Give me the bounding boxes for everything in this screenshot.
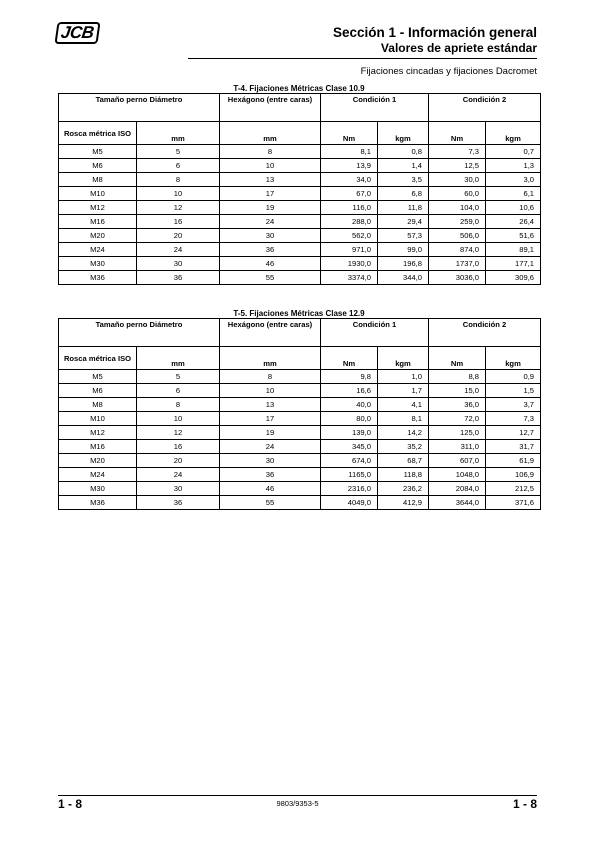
table-cell: 8,8 bbox=[429, 370, 486, 384]
table-cell: 30 bbox=[220, 229, 321, 243]
header-condition-1: Condición 1 bbox=[321, 319, 429, 347]
table-cell: 16,6 bbox=[321, 384, 378, 398]
table-cell: 5 bbox=[137, 145, 220, 159]
header-size: Tamaño perno Diámetro bbox=[59, 94, 220, 122]
table-row bbox=[59, 496, 541, 510]
header-condition-2: Condición 2 bbox=[429, 94, 541, 122]
table-cell: M24 bbox=[59, 243, 137, 257]
table-cell: 46 bbox=[220, 482, 321, 496]
header-mm: mm bbox=[220, 122, 321, 145]
header-nm: Nm bbox=[429, 347, 486, 370]
table-row bbox=[59, 454, 541, 468]
header-hex: Hexágono (entre caras) bbox=[220, 319, 321, 347]
table-cell: M12 bbox=[59, 426, 137, 440]
table-cell: 12,7 bbox=[486, 426, 541, 440]
table-row bbox=[59, 145, 541, 159]
table-cell: 562,0 bbox=[321, 229, 378, 243]
table-cell: 8 bbox=[220, 370, 321, 384]
header-mm: mm bbox=[220, 347, 321, 370]
table-cell: M36 bbox=[59, 496, 137, 510]
table-cell: 19 bbox=[220, 426, 321, 440]
table-cell: 506,0 bbox=[429, 229, 486, 243]
table-cell: 30 bbox=[137, 482, 220, 496]
table-cell: 13 bbox=[220, 173, 321, 187]
table-cell: 10 bbox=[220, 384, 321, 398]
table-cell: M5 bbox=[59, 145, 137, 159]
section-title: Sección 1 - Información general bbox=[332, 25, 537, 40]
header-kgm: kgm bbox=[378, 347, 429, 370]
table-cell: 16 bbox=[137, 440, 220, 454]
table-cell: 344,0 bbox=[378, 271, 429, 285]
table-cell: 4049,0 bbox=[321, 496, 378, 510]
table-cell: 1,7 bbox=[378, 384, 429, 398]
table-cell: 12 bbox=[137, 426, 220, 440]
table-cell: 31,7 bbox=[486, 440, 541, 454]
table-cell: 29,4 bbox=[378, 215, 429, 229]
table-cell: 2316,0 bbox=[321, 482, 378, 496]
table-row bbox=[59, 271, 541, 285]
table-cell: 51,6 bbox=[486, 229, 541, 243]
table-row bbox=[59, 398, 541, 412]
table-cell: 674,0 bbox=[321, 454, 378, 468]
table-cell: 35,2 bbox=[378, 440, 429, 454]
table-cell: 40,0 bbox=[321, 398, 378, 412]
table-cell: M6 bbox=[59, 159, 137, 173]
table-cell: 55 bbox=[220, 271, 321, 285]
table-cell: 16 bbox=[137, 215, 220, 229]
table-cell: 0,9 bbox=[486, 370, 541, 384]
table-cell: 61,9 bbox=[486, 454, 541, 468]
header-size: Tamaño perno Diámetro bbox=[59, 319, 220, 347]
table-cell: 106,9 bbox=[486, 468, 541, 482]
table-row bbox=[59, 384, 541, 398]
table-row bbox=[59, 440, 541, 454]
table-cell: 13,9 bbox=[321, 159, 378, 173]
table-cell: 12 bbox=[137, 201, 220, 215]
table-cell: 104,0 bbox=[429, 201, 486, 215]
table-cell: 36 bbox=[137, 496, 220, 510]
table-cell: M16 bbox=[59, 440, 137, 454]
table-cell: 4,1 bbox=[378, 398, 429, 412]
table-cell: 412,9 bbox=[378, 496, 429, 510]
table-cell: M20 bbox=[59, 454, 137, 468]
table-cell: 5 bbox=[137, 370, 220, 384]
table-cell: 46 bbox=[220, 257, 321, 271]
table-cell: 1930,0 bbox=[321, 257, 378, 271]
table-cell: 24 bbox=[137, 468, 220, 482]
table-cell: 212,5 bbox=[486, 482, 541, 496]
table-cell: 177,1 bbox=[486, 257, 541, 271]
table-cell: M24 bbox=[59, 468, 137, 482]
table-row bbox=[59, 243, 541, 257]
table-row bbox=[59, 201, 541, 215]
table-cell: 259,0 bbox=[429, 215, 486, 229]
table-cell: M36 bbox=[59, 271, 137, 285]
table-cell: 6,8 bbox=[378, 187, 429, 201]
table-cell: 57,3 bbox=[378, 229, 429, 243]
table-row bbox=[59, 215, 541, 229]
table-cell: 14,2 bbox=[378, 426, 429, 440]
table-cell: 288,0 bbox=[321, 215, 378, 229]
table-cell: 80,0 bbox=[321, 412, 378, 426]
page-number-left: 1 - 8 bbox=[58, 797, 83, 811]
table-cell: M30 bbox=[59, 482, 137, 496]
table-cell: 1737,0 bbox=[429, 257, 486, 271]
table-cell: 3374,0 bbox=[321, 271, 378, 285]
table-cell: 3644,0 bbox=[429, 496, 486, 510]
table-cell: 9,8 bbox=[321, 370, 378, 384]
table-cell: 10 bbox=[137, 187, 220, 201]
table-cell: 8,1 bbox=[378, 412, 429, 426]
table-cell: 1048,0 bbox=[429, 468, 486, 482]
table-cell: 3036,0 bbox=[429, 271, 486, 285]
table-cell: 13 bbox=[220, 398, 321, 412]
table-row bbox=[59, 468, 541, 482]
table-cell: 371,6 bbox=[486, 496, 541, 510]
table-cell: 26,4 bbox=[486, 215, 541, 229]
table-cell: 874,0 bbox=[429, 243, 486, 257]
table-cell: 36 bbox=[220, 468, 321, 482]
table-cell: 17 bbox=[220, 187, 321, 201]
table-cell: 3,5 bbox=[378, 173, 429, 187]
table-row bbox=[59, 187, 541, 201]
header-hex: Hexágono (entre caras) bbox=[220, 94, 321, 122]
table-cell: M5 bbox=[59, 370, 137, 384]
table-cell: 67,0 bbox=[321, 187, 378, 201]
table-row bbox=[59, 159, 541, 173]
header-kgm: kgm bbox=[486, 347, 541, 370]
table-cell: 236,2 bbox=[378, 482, 429, 496]
table-cell: 8,1 bbox=[321, 145, 378, 159]
table-cell: 20 bbox=[137, 454, 220, 468]
table-cell: 0,8 bbox=[378, 145, 429, 159]
table-cell: M10 bbox=[59, 187, 137, 201]
table-cell: 15,0 bbox=[429, 384, 486, 398]
table-cell: 8 bbox=[137, 173, 220, 187]
table-cell: 99,0 bbox=[378, 243, 429, 257]
table-cell: 12,5 bbox=[429, 159, 486, 173]
torque-table-12-9 bbox=[58, 318, 541, 510]
table-row bbox=[59, 257, 541, 271]
document-number: 9803/9353-5 bbox=[276, 799, 319, 808]
table-cell: M30 bbox=[59, 257, 137, 271]
header-mm: mm bbox=[137, 347, 220, 370]
topic-line: Fijaciones cincadas y fijaciones Dacromet bbox=[360, 66, 537, 77]
table-cell: 36 bbox=[137, 271, 220, 285]
table-row bbox=[59, 229, 541, 243]
table-cell: 311,0 bbox=[429, 440, 486, 454]
table-cell: 7,3 bbox=[429, 145, 486, 159]
table-cell: 34,0 bbox=[321, 173, 378, 187]
table-cell: 30 bbox=[220, 454, 321, 468]
table-cell: 24 bbox=[220, 440, 321, 454]
table-cell: 125,0 bbox=[429, 426, 486, 440]
table-cell: 89,1 bbox=[486, 243, 541, 257]
table-cell: 24 bbox=[220, 215, 321, 229]
header-condition-2: Condición 2 bbox=[429, 319, 541, 347]
header-thread: Rosca métrica ISO bbox=[59, 122, 137, 145]
table-cell: 8 bbox=[137, 398, 220, 412]
header-rule bbox=[188, 58, 537, 59]
table-cell: M8 bbox=[59, 173, 137, 187]
table-caption: T-5. Fijaciones Métricas Clase 12.9 bbox=[233, 309, 365, 318]
table-cell: 139,0 bbox=[321, 426, 378, 440]
table-cell: 1,5 bbox=[486, 384, 541, 398]
table-row bbox=[59, 412, 541, 426]
table-cell: 30 bbox=[137, 257, 220, 271]
table-cell: 345,0 bbox=[321, 440, 378, 454]
table-cell: 1165,0 bbox=[321, 468, 378, 482]
table-row bbox=[59, 426, 541, 440]
table-cell: 60,0 bbox=[429, 187, 486, 201]
table-cell: 6 bbox=[137, 384, 220, 398]
table-cell: M12 bbox=[59, 201, 137, 215]
header-condition-1: Condición 1 bbox=[321, 94, 429, 122]
header-nm: Nm bbox=[429, 122, 486, 145]
table-cell: 10,6 bbox=[486, 201, 541, 215]
section-subtitle: Valores de apriete estándar bbox=[380, 41, 537, 55]
torque-table-10-9 bbox=[58, 93, 541, 285]
table-cell: 1,4 bbox=[378, 159, 429, 173]
table-row bbox=[59, 173, 541, 187]
table-cell: 116,0 bbox=[321, 201, 378, 215]
table-cell: M6 bbox=[59, 384, 137, 398]
table-row bbox=[59, 482, 541, 496]
table-cell: 55 bbox=[220, 496, 321, 510]
table-cell: 6 bbox=[137, 159, 220, 173]
table-cell: M16 bbox=[59, 215, 137, 229]
table-cell: 11,8 bbox=[378, 201, 429, 215]
table-cell: 196,8 bbox=[378, 257, 429, 271]
table-cell: 607,0 bbox=[429, 454, 486, 468]
jcb-logo: JCB bbox=[54, 22, 100, 44]
table-cell: 971,0 bbox=[321, 243, 378, 257]
table-row bbox=[59, 370, 541, 384]
table-cell: 2084,0 bbox=[429, 482, 486, 496]
table-cell: 68,7 bbox=[378, 454, 429, 468]
table-caption: T-4. Fijaciones Métricas Clase 10.9 bbox=[233, 84, 365, 93]
footer-rule bbox=[58, 795, 537, 796]
table-cell: 7,3 bbox=[486, 412, 541, 426]
table-cell: 72,0 bbox=[429, 412, 486, 426]
table-cell: 36,0 bbox=[429, 398, 486, 412]
table-cell: 10 bbox=[137, 412, 220, 426]
header-nm: Nm bbox=[321, 122, 378, 145]
table-cell: 3,0 bbox=[486, 173, 541, 187]
header-mm: mm bbox=[137, 122, 220, 145]
table-cell: 10 bbox=[220, 159, 321, 173]
table-cell: M20 bbox=[59, 229, 137, 243]
header-kgm: kgm bbox=[378, 122, 429, 145]
table-cell: 118,8 bbox=[378, 468, 429, 482]
table-cell: 30,0 bbox=[429, 173, 486, 187]
table-cell: 36 bbox=[220, 243, 321, 257]
header-thread: Rosca métrica ISO bbox=[59, 347, 137, 370]
table-cell: 309,6 bbox=[486, 271, 541, 285]
header-kgm: kgm bbox=[486, 122, 541, 145]
table-cell: 8 bbox=[220, 145, 321, 159]
table-cell: 17 bbox=[220, 412, 321, 426]
table-cell: M10 bbox=[59, 412, 137, 426]
table-cell: 19 bbox=[220, 201, 321, 215]
header-nm: Nm bbox=[321, 347, 378, 370]
table-cell: 24 bbox=[137, 243, 220, 257]
table-cell: 0,7 bbox=[486, 145, 541, 159]
table-cell: 1,0 bbox=[378, 370, 429, 384]
page-number-right: 1 - 8 bbox=[512, 797, 537, 811]
table-cell: 20 bbox=[137, 229, 220, 243]
table-cell: M8 bbox=[59, 398, 137, 412]
table-cell: 6,1 bbox=[486, 187, 541, 201]
table-cell: 1,3 bbox=[486, 159, 541, 173]
table-cell: 3,7 bbox=[486, 398, 541, 412]
